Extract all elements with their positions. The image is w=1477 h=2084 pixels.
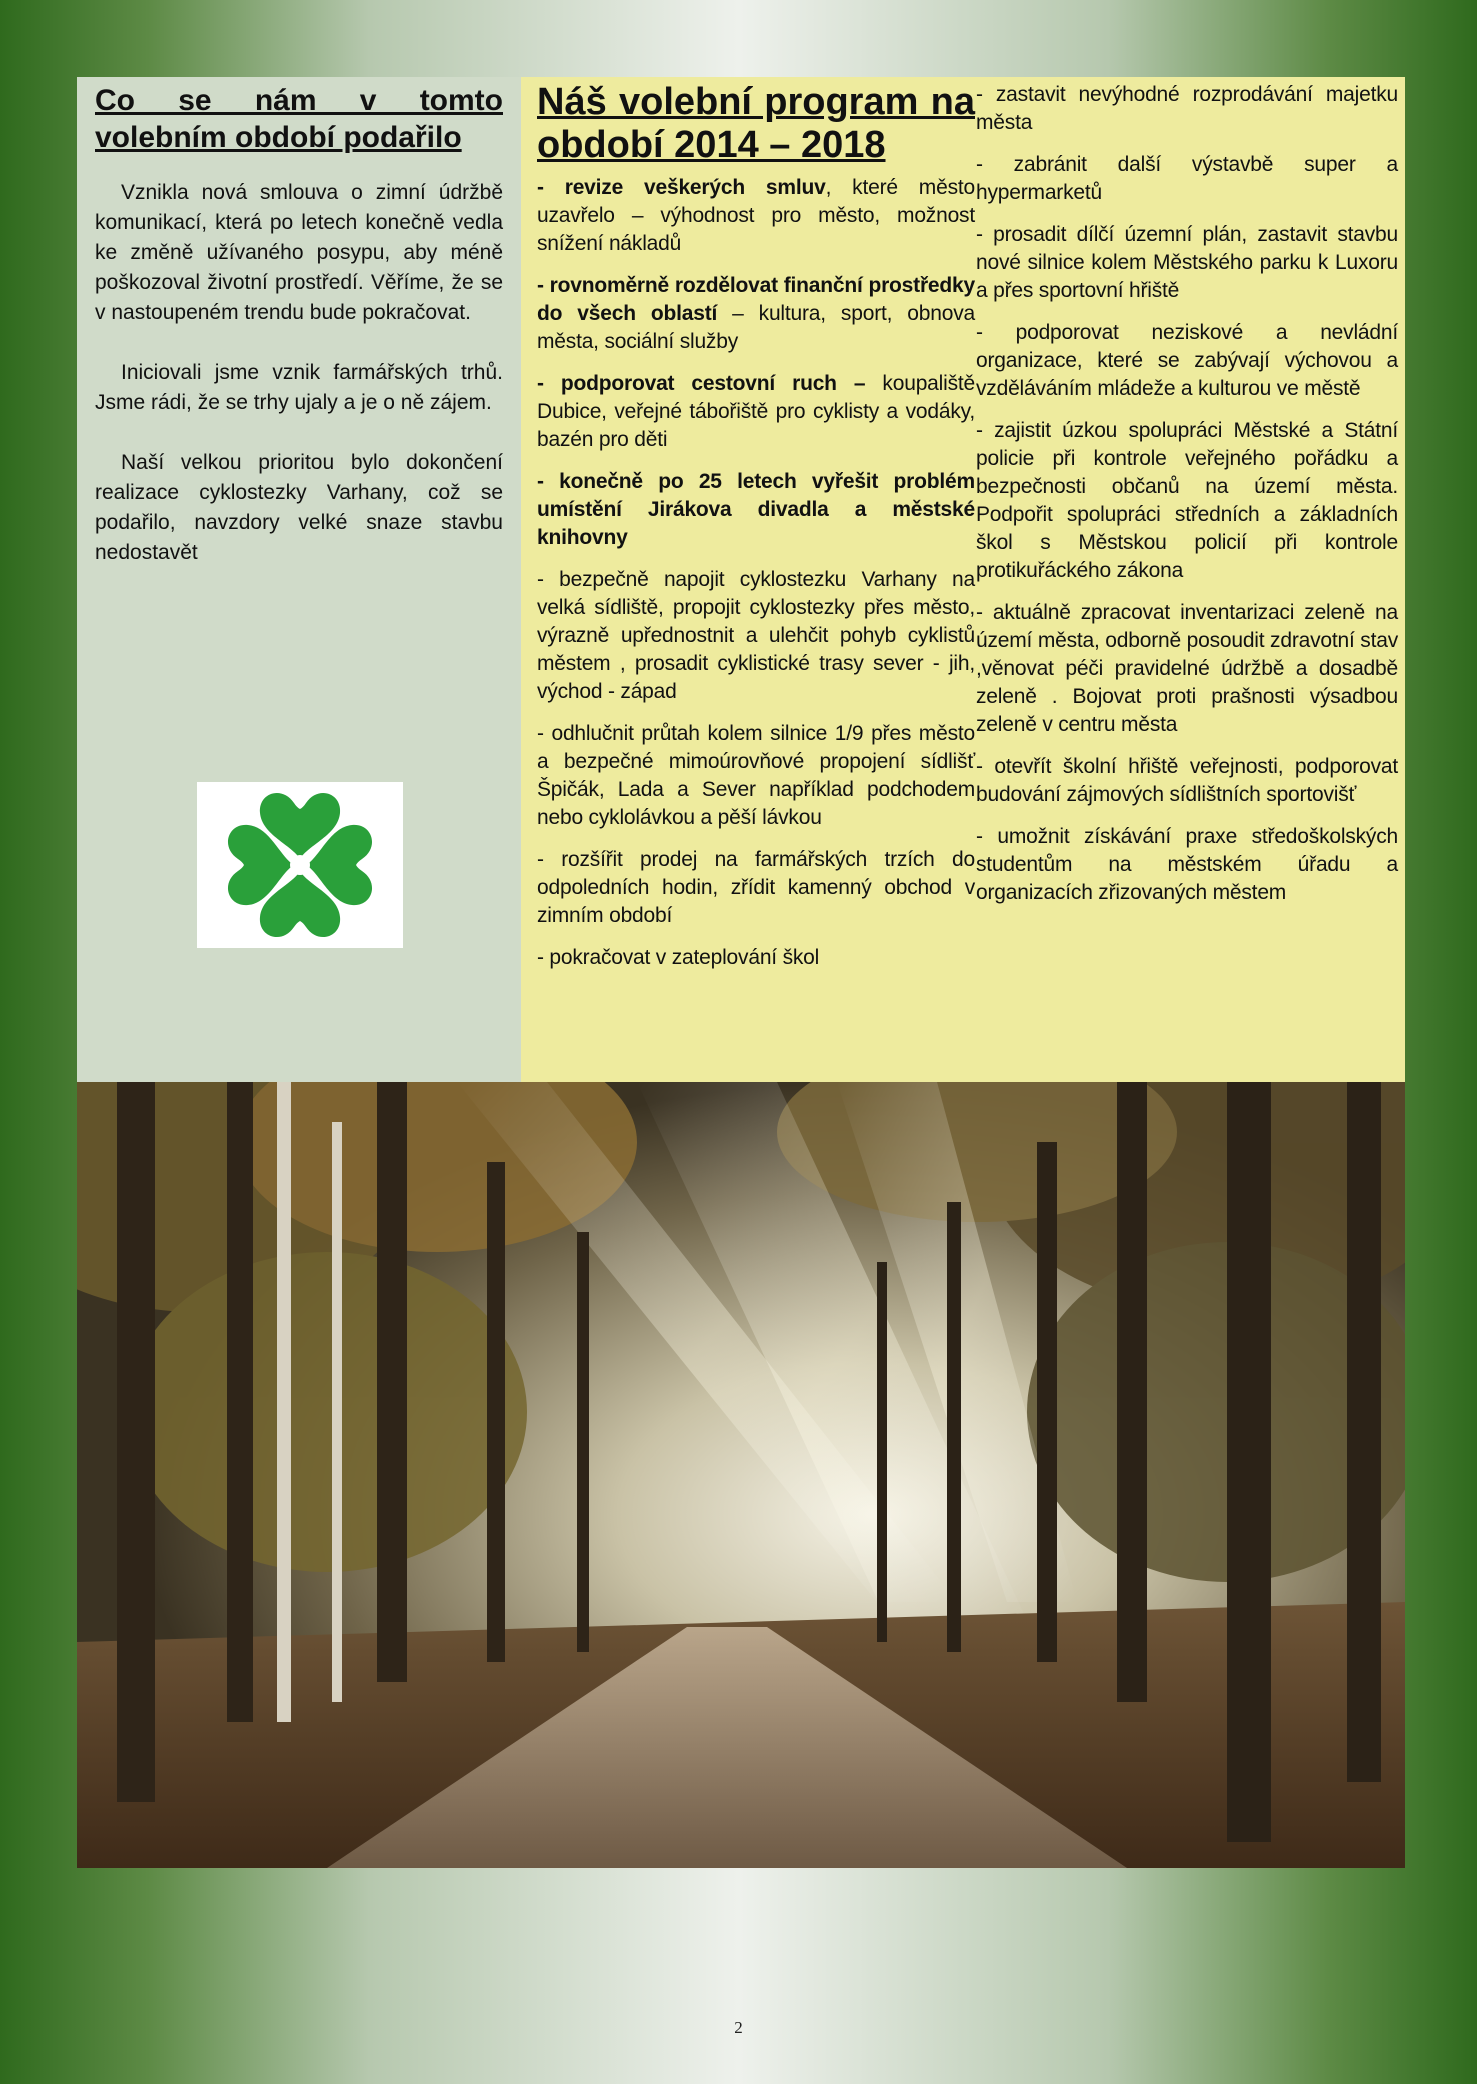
election-program-panel — [521, 77, 1405, 1082]
program-item: - rozšířit prodej na farmářských trzích do odpoledních hodin, zřídit kamenný obchod v zimním období — [537, 848, 975, 928]
program-item: - bezpečně napojit cyklostezku Varhany na velká sídliště, propojit cyklostezky přes město, výrazně upřednostnit a ulehčit pohyb cyklistů městem , prosadit cyklistické trasy sever - jih, východ - západ — [537, 568, 975, 704]
program-item: - rovnoměrně rozdělovat finanční prostředky do všech oblastí – kultura, sport, obnova města, sociální služby — [537, 274, 975, 354]
program-item: - odhlučnit průtah kolem silnice 1/9 přes město a bezpečné mimoúrovňové propojení sídlišť Špičák, Lada a Sever například podchodem nebo cyklolávkou a pěší lávkou — [537, 722, 975, 830]
program-item: - umožnit získávání praxe středoškolských studentům na městském úřadu a organizacích zřizovaných městem — [976, 825, 1398, 904]
program-item: - konečně po 25 letech vyřešit problém umístění Jirákova divadla a městské knihovny — [537, 470, 975, 550]
autumn-forest-path-photo — [77, 1082, 1405, 1868]
program-title: Náš volební program na období 2014 – 2018 — [537, 81, 975, 166]
program-item: - aktuálně zpracovat inventarizaci zeleně na území města, odborně posoudit zdravotní stav ,věnovat péči pravidelné údržbě a dosadbě zeleně . Bojovat proti prašnosti výsadbou zeleně v centru města — [976, 601, 1398, 736]
program-item: - zabránit další výstavbě super a hypermarketů — [976, 153, 1398, 204]
achievements-title: Co se nám v tomto volebním období podařilo — [95, 84, 503, 154]
program-item: - revize veškerých smluv, které město uzavřelo – výhodnost pro město, možnost snížení nákladů — [537, 176, 975, 256]
achievement-paragraph: Iniciovali jsme vznik farmářských trhů. Jsme rádi, že se trhy ujaly a je o ně zájem. — [95, 361, 503, 415]
program-item: - zastavit nevýhodné rozprodávání majetku města — [976, 83, 1398, 134]
program-item: - podporovat neziskové a nevládní organizace, které se zabývají výchovou a vzděláváním mládeže a kulturou ve městě — [976, 321, 1398, 400]
program-item: - zajistit úzkou spolupráci Městské a Státní policie při kontrole veřejného pořádku a bezpečnosti občanů na území města. Podpořit spolupráci středních a základních škol s Městskou policií při kontrole protikuřáckého zákona — [976, 419, 1398, 582]
achievement-paragraph: Naší velkou prioritou bylo dokončení realizace cyklostezky Varhany, což se podařilo, navzdory velké snaze stavbu nedostavět — [95, 451, 503, 565]
program-item: - otevřít školní hřiště veřejnosti, podporovat budování zájmových sídlištních sportovišť — [976, 755, 1398, 806]
program-item: - pokračovat v zateplování škol — [537, 946, 820, 970]
page-number: 2 — [734, 2018, 743, 2037]
achievements-panel — [77, 77, 521, 1082]
program-column-2 — [976, 77, 1398, 921]
four-leaf-clover-icon — [197, 782, 403, 948]
program-column-1 — [537, 77, 975, 986]
achievement-paragraph: Vznikla nová smlouva o zimní údržbě komunikací, která po letech konečně vedla ke změně užívaného posypu, aby méně poškozoval životní prostředí. Věříme, že se v nastoupeném trendu bude pokračovat. — [95, 181, 503, 325]
program-item: - prosadit dílčí územní plán, zastavit stavbu nové silnice kolem Městského parku k Luxoru a přes sportovní hřiště — [976, 223, 1398, 302]
program-item: - podporovat cestovní ruch – koupaliště Dubice, veřejné tábořiště pro cyklisty a vodáky, bazén pro děti — [537, 372, 975, 452]
